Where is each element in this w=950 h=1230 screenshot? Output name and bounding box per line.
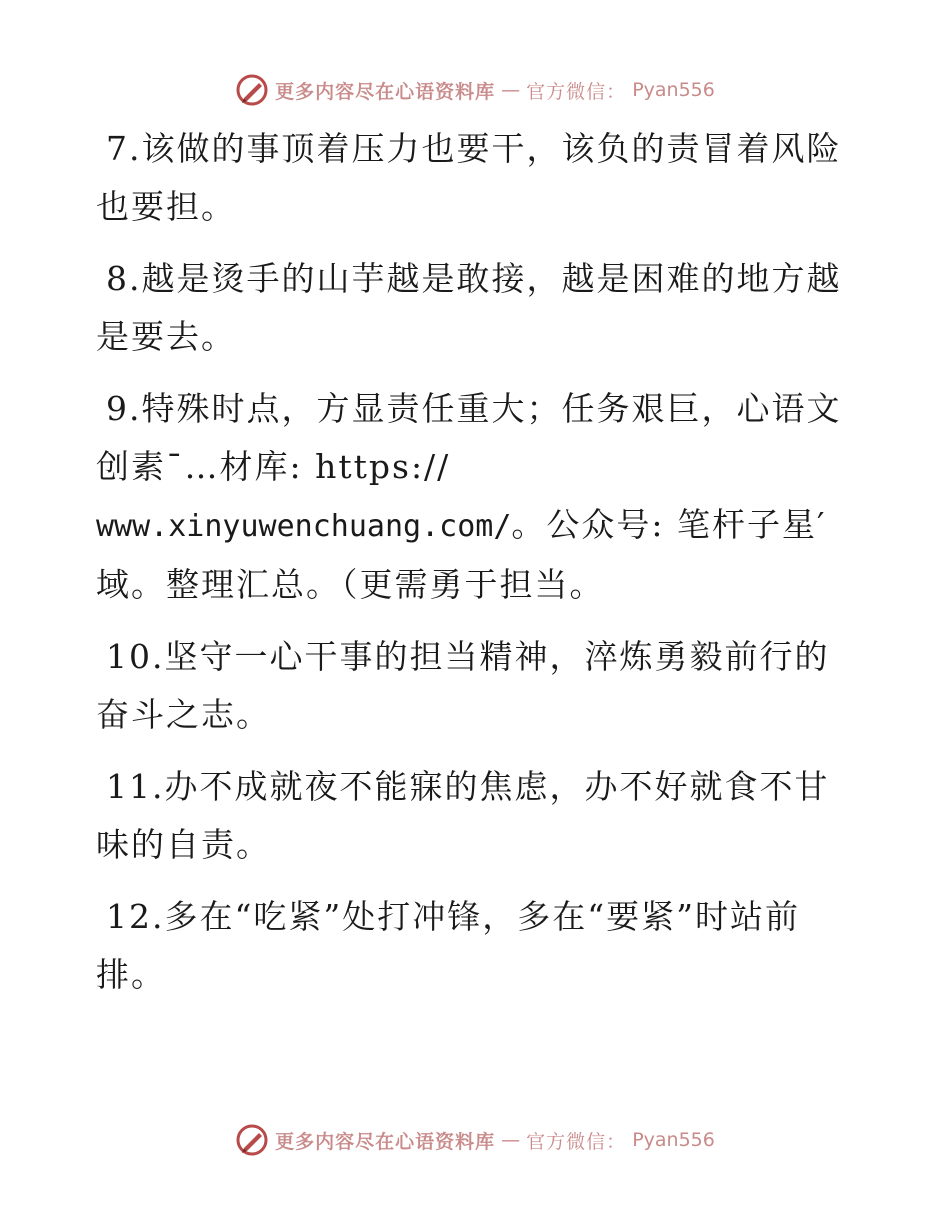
pen-logo-icon — [235, 1123, 269, 1157]
paragraph-url: www.xinyuwenchuang.com/ — [96, 509, 512, 544]
pen-logo-icon — [235, 73, 269, 107]
paragraph-number: 9. — [106, 389, 142, 428]
footer-banner — [0, 1120, 950, 1160]
paragraph-7 — [96, 120, 856, 236]
paragraph-number: 11. — [106, 767, 165, 806]
paragraph-11 — [96, 758, 856, 874]
paragraph-8 — [96, 250, 856, 366]
banner-wechat-id: Pyan556 — [632, 1129, 715, 1151]
banner-separator: — — [501, 79, 521, 101]
paragraph-text: 多在“吃紧”处打冲锋，多在“要紧”时站前排。 — [96, 897, 800, 994]
paragraph-text: 办不成就夜不能寐的焦虑，办不好就食不甘味的自责。 — [96, 767, 830, 864]
banner-wechat-id: Pyan556 — [632, 79, 715, 101]
paragraph-10 — [96, 628, 856, 744]
paragraph-number: 8. — [106, 259, 142, 298]
banner-brand: 更多内容尽在心语资料库 — [275, 1130, 496, 1153]
document-body — [96, 120, 856, 1018]
paragraph-9 — [96, 380, 856, 614]
paragraph-number: 10. — [106, 637, 165, 676]
paragraph-text: 特殊时点，方显责任重大；任务艰巨，心语文创素¯…材库: https:// — [96, 389, 842, 486]
header-banner — [0, 70, 950, 110]
banner-brand: 更多内容尽在心语资料库 — [275, 80, 496, 103]
paragraph-number: 12. — [106, 897, 165, 936]
paragraph-text: 该做的事顶着压力也要干，该负的责冒着风险也要担。 — [96, 129, 842, 226]
paragraph-number: 7. — [106, 129, 142, 168]
paragraph-text-continued: 。公众号: 笔杆子星′域。整理汇总。（更需勇于担当。 — [96, 505, 827, 604]
paragraph-text: 越是烫手的山芋越是敢接，越是困难的地方越是要去。 — [96, 259, 842, 356]
banner-wechat-label: 官方微信： — [526, 80, 627, 103]
paragraph-text: 坚守一心干事的担当精神，淬炼勇毅前行的奋斗之志。 — [96, 637, 830, 734]
banner-separator: — — [501, 1129, 521, 1151]
banner-wechat-label: 官方微信： — [526, 1130, 627, 1153]
paragraph-12 — [96, 888, 856, 1004]
